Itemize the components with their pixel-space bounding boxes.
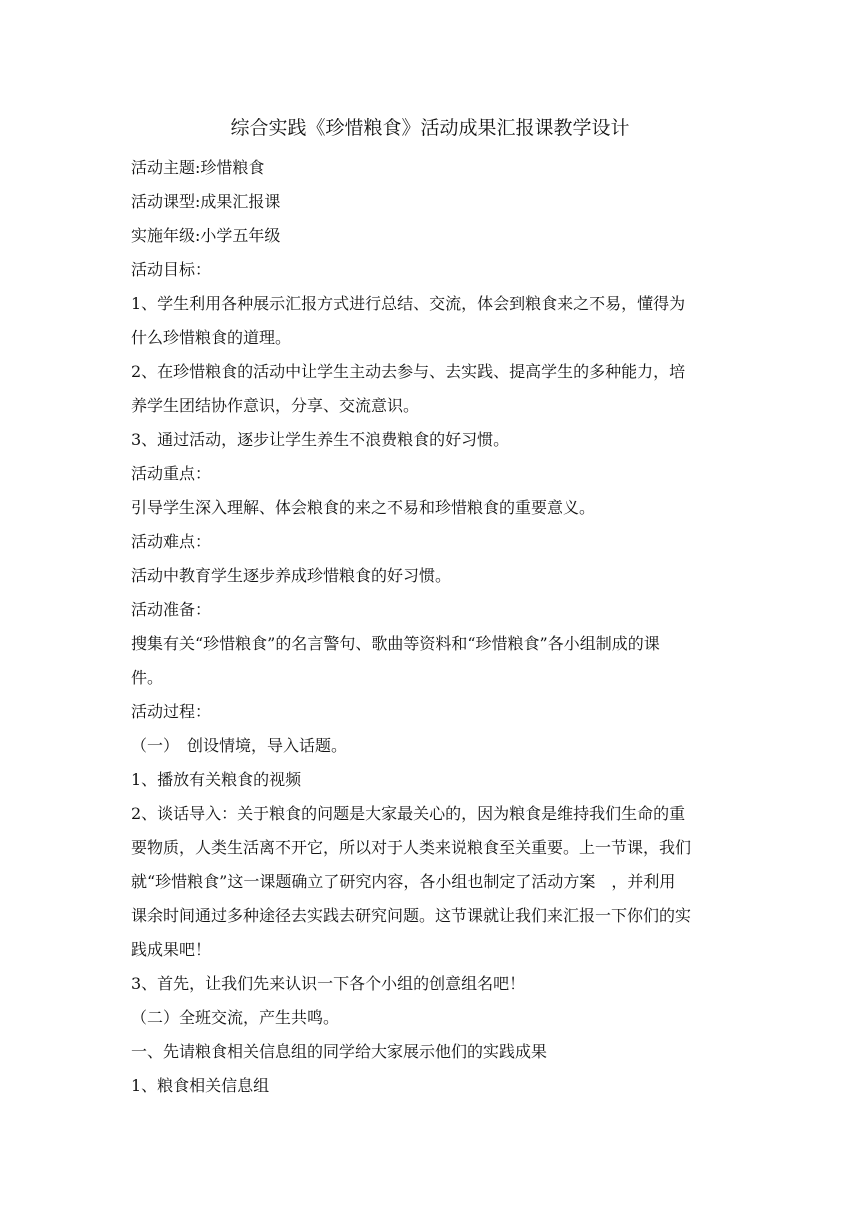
section-heading: 活动准备： xyxy=(131,600,212,619)
text-line: 就“珍惜粮食”这一课题确立了研究内容，各小组也制定了活动方案 ，并利用 xyxy=(131,872,676,891)
text-line: 养学生团结协作意识，分享、交流意识。 xyxy=(131,396,420,415)
text-line: 引导学生深入理解、体会粮食的来之不易和珍惜粮食的重要意义。 xyxy=(131,498,596,517)
document-title: 综合实践《珍惜粮食》活动成果汇报课教学设计 xyxy=(230,117,630,139)
text-line: （一） 创设情境，导入话题。 xyxy=(131,736,348,755)
text-line: 3、首先，让我们先来认识一下各个小组的创意组名吧！ xyxy=(131,974,526,993)
document-body xyxy=(131,151,731,1103)
text-line: 3、通过活动，逐步让学生养生不浪费粮食的好习惯。 xyxy=(131,430,510,449)
text-line: 件。 xyxy=(131,668,164,687)
text-line: 践成果吧！ xyxy=(131,940,212,959)
text-line: 1、学生利用各种展示汇报方式进行总结、交流，体会到粮食来之不易，懂得为 xyxy=(131,294,686,313)
section-heading: 活动难点： xyxy=(131,532,212,551)
text-line: 要物质，人类生活离不开它，所以对于人类来说粮食至关重要。上一节课，我们 xyxy=(131,838,692,857)
text-line: 2、谈话导入：关于粮食的问题是大家最关心的，因为粮食是维持我们生命的重 xyxy=(131,804,686,823)
text-line: 活动主题:珍惜粮食 xyxy=(131,158,265,177)
text-line: 搜集有关“珍惜粮食”的名言警句、歌曲等资料和“珍惜粮食”各小组制成的课 xyxy=(131,634,660,653)
text-line: 课余时间通过多种途径去实践去研究问题。这节课就让我们来汇报一下你们的实 xyxy=(131,906,692,925)
text-line: 实施年级:小学五年级 xyxy=(131,226,281,245)
text-line: 2、在珍惜粮食的活动中让学生主动去参与、去实践、提高学生的多种能力，培 xyxy=(131,362,686,381)
section-heading: 活动重点： xyxy=(131,464,212,483)
text-line: 活动课型:成果汇报课 xyxy=(131,192,281,211)
text-line: 1、粮食相关信息组 xyxy=(131,1076,270,1095)
text-line: 活动中教育学生逐步养成珍惜粮食的好习惯。 xyxy=(131,566,452,585)
text-line: 1、播放有关粮食的视频 xyxy=(131,770,302,789)
section-heading: 活动目标： xyxy=(131,260,212,279)
text-line: 一、先请粮食相关信息组的同学给大家展示他们的实践成果 xyxy=(131,1042,548,1061)
text-line: （二）全班交流，产生共鸣。 xyxy=(131,1008,340,1027)
section-heading: 活动过程： xyxy=(131,702,212,721)
text-line: 什么珍惜粮食的道理。 xyxy=(131,328,292,347)
